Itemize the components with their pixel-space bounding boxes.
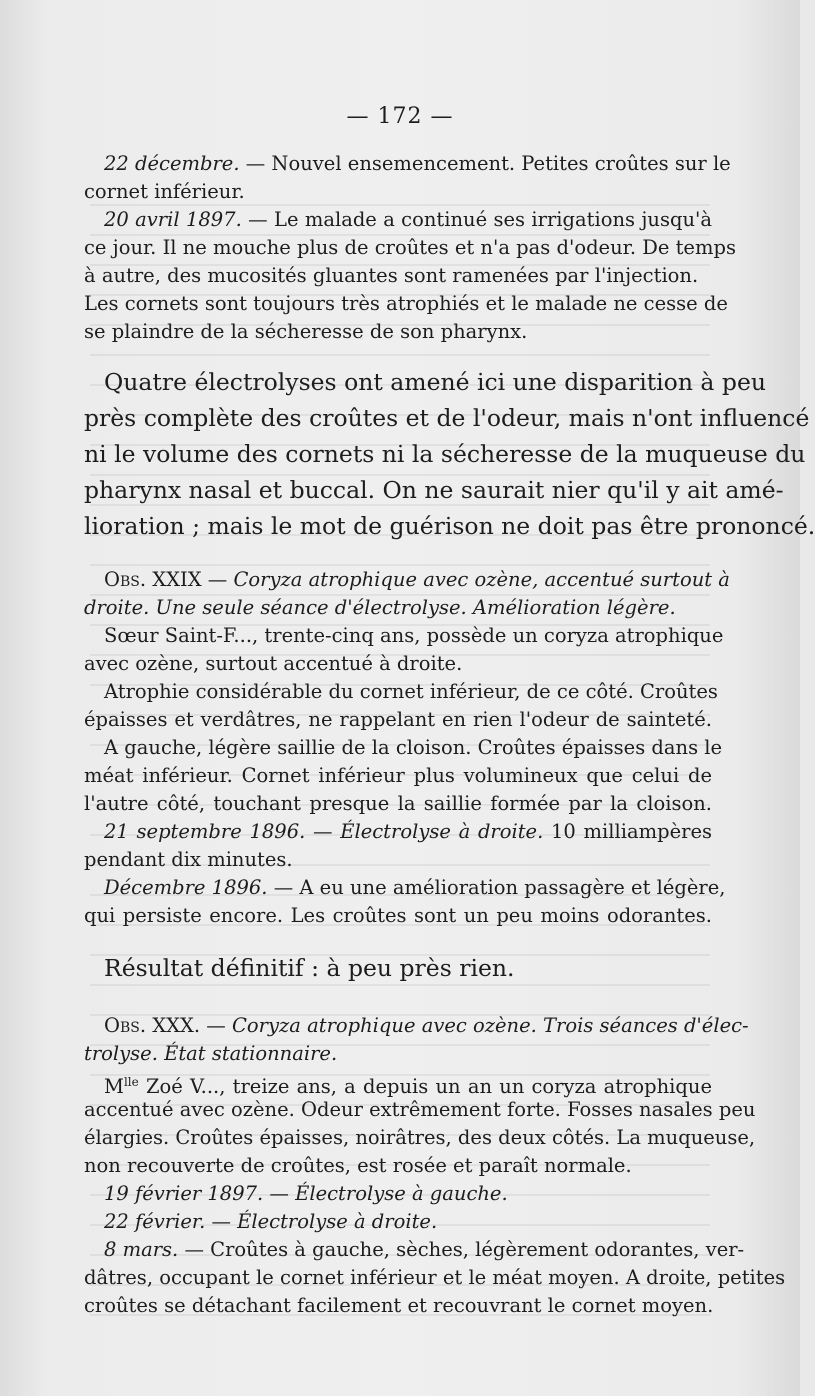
text-line: épaisses et verdâtres, ne rappelant en rien l'odeur de sainteté. — [84, 708, 712, 731]
superscript: lle — [123, 1075, 139, 1089]
text-line: l'autre côté, touchant presque la saillie formée par la cloison. — [84, 792, 712, 815]
large-text-line: Résultat définitif : à peu près rien. — [104, 954, 515, 982]
large-text-line: près complète des croûtes et de l'odeur, mais n'ont influencé — [84, 404, 810, 432]
text-line: se plaindre de la sécheresse de son pharynx. — [84, 320, 528, 343]
text-line: élargies. Croûtes épaisses, noirâtres, des deux côtés. La muqueuse, — [84, 1126, 756, 1149]
text-line: dâtres, occupant le cornet inférieur et le méat moyen. A droite, petites — [84, 1266, 786, 1289]
text-line — [84, 1236, 745, 1264]
date-entry: 19 février 1897. — Électrolyse à gauche. — [104, 1182, 508, 1205]
text-line: avec ozène, surtout accentué à droite. — [84, 652, 463, 675]
observation-label: Obs. XXIX — — [104, 568, 228, 591]
text-line: qui persiste encore. Les croûtes sont un peu moins odorantes. — [84, 904, 712, 927]
text-line: Atrophie considérable du cornet inférieur, de ce côté. Croûtes — [104, 680, 718, 703]
observation-title: Coryza atrophique avec ozène. Trois séances d'élec- — [225, 1014, 749, 1037]
text-span: — Nouvel ensemencement. Petites croûtes sur le — [239, 152, 731, 175]
date-entry: Décembre 1896. — [104, 876, 268, 899]
large-text-line: lioration ; mais le mot de guérison ne doit pas être prononcé. — [84, 512, 815, 540]
text-line: croûtes se détachant facilement et recouvrant le cornet moyen. — [84, 1294, 714, 1317]
text-span: Zoé V..., treize ans, a depuis un an un coryza atrophique — [138, 1075, 712, 1098]
text-span: — A eu une amélioration passagère et légère, — [267, 876, 726, 899]
large-text-line: Quatre électrolyses ont amené ici une disparition à peu — [104, 368, 766, 396]
text-line: à autre, des mucosités gluantes sont ramenées par l'injection. — [84, 264, 699, 287]
text-line — [84, 874, 726, 902]
date-entry: 8 mars. — [104, 1238, 179, 1261]
text-line: cornet inférieur. — [84, 180, 245, 203]
text-line — [84, 206, 712, 234]
observation-heading — [84, 566, 730, 594]
large-text-line: ni le volume des cornets ni la sécheresse de la muqueuse du — [84, 440, 806, 468]
date-entry: 22 décembre. — [104, 152, 240, 175]
text-line: ce jour. Il ne mouche plus de croûtes et n'a pas d'odeur. De temps — [84, 236, 736, 259]
text-line — [84, 1068, 712, 1096]
text-line: A gauche, légère saillie de la cloison. Croûtes épaisses dans le — [104, 736, 723, 759]
page-number: — 172 — — [346, 104, 454, 129]
large-text-line: pharynx nasal et buccal. On ne saurait nier qu'il y ait amé- — [84, 476, 784, 504]
text-line — [84, 818, 712, 846]
observation-heading — [84, 1012, 749, 1040]
text-span: — Le malade a continué ses irrigations jusqu'à — [241, 208, 712, 231]
text-line: pendant dix minutes. — [84, 848, 293, 871]
observation-title: droite. Une seule séance d'électrolyse. Amélioration légère. — [84, 596, 676, 619]
text-span: M — [104, 1075, 124, 1098]
text-line: Les cornets sont toujours très atrophiés et le malade ne cesse de — [84, 292, 728, 315]
observation-label: Obs. XXX. — — [104, 1014, 226, 1037]
text-line: non recouverte de croûtes, est rosée et paraît normale. — [84, 1154, 632, 1177]
text-line — [84, 150, 731, 178]
text-line: Sœur Saint-F..., trente-cinq ans, possède un coryza atrophique — [104, 624, 724, 647]
text-line: accentué avec ozène. Odeur extrêmement forte. Fosses nasales peu — [84, 1098, 756, 1121]
observation-title: trolyse. État stationnaire. — [84, 1042, 338, 1065]
date-entry: 20 avril 1897. — [104, 208, 242, 231]
date-entry: 22 février. — Électrolyse à droite. — [104, 1210, 438, 1233]
text-line: méat inférieur. Cornet inférieur plus volumineux que celui de — [84, 764, 712, 787]
date-entry: 21 septembre 1896. — Électrolyse à droite. — [104, 820, 544, 843]
observation-title: Coryza atrophique avec ozène, accentué surtout à — [227, 568, 730, 591]
text-span: — Croûtes à gauche, sèches, légèrement odorantes, ver- — [178, 1238, 745, 1261]
text-span: 10 milliampères — [543, 820, 713, 843]
